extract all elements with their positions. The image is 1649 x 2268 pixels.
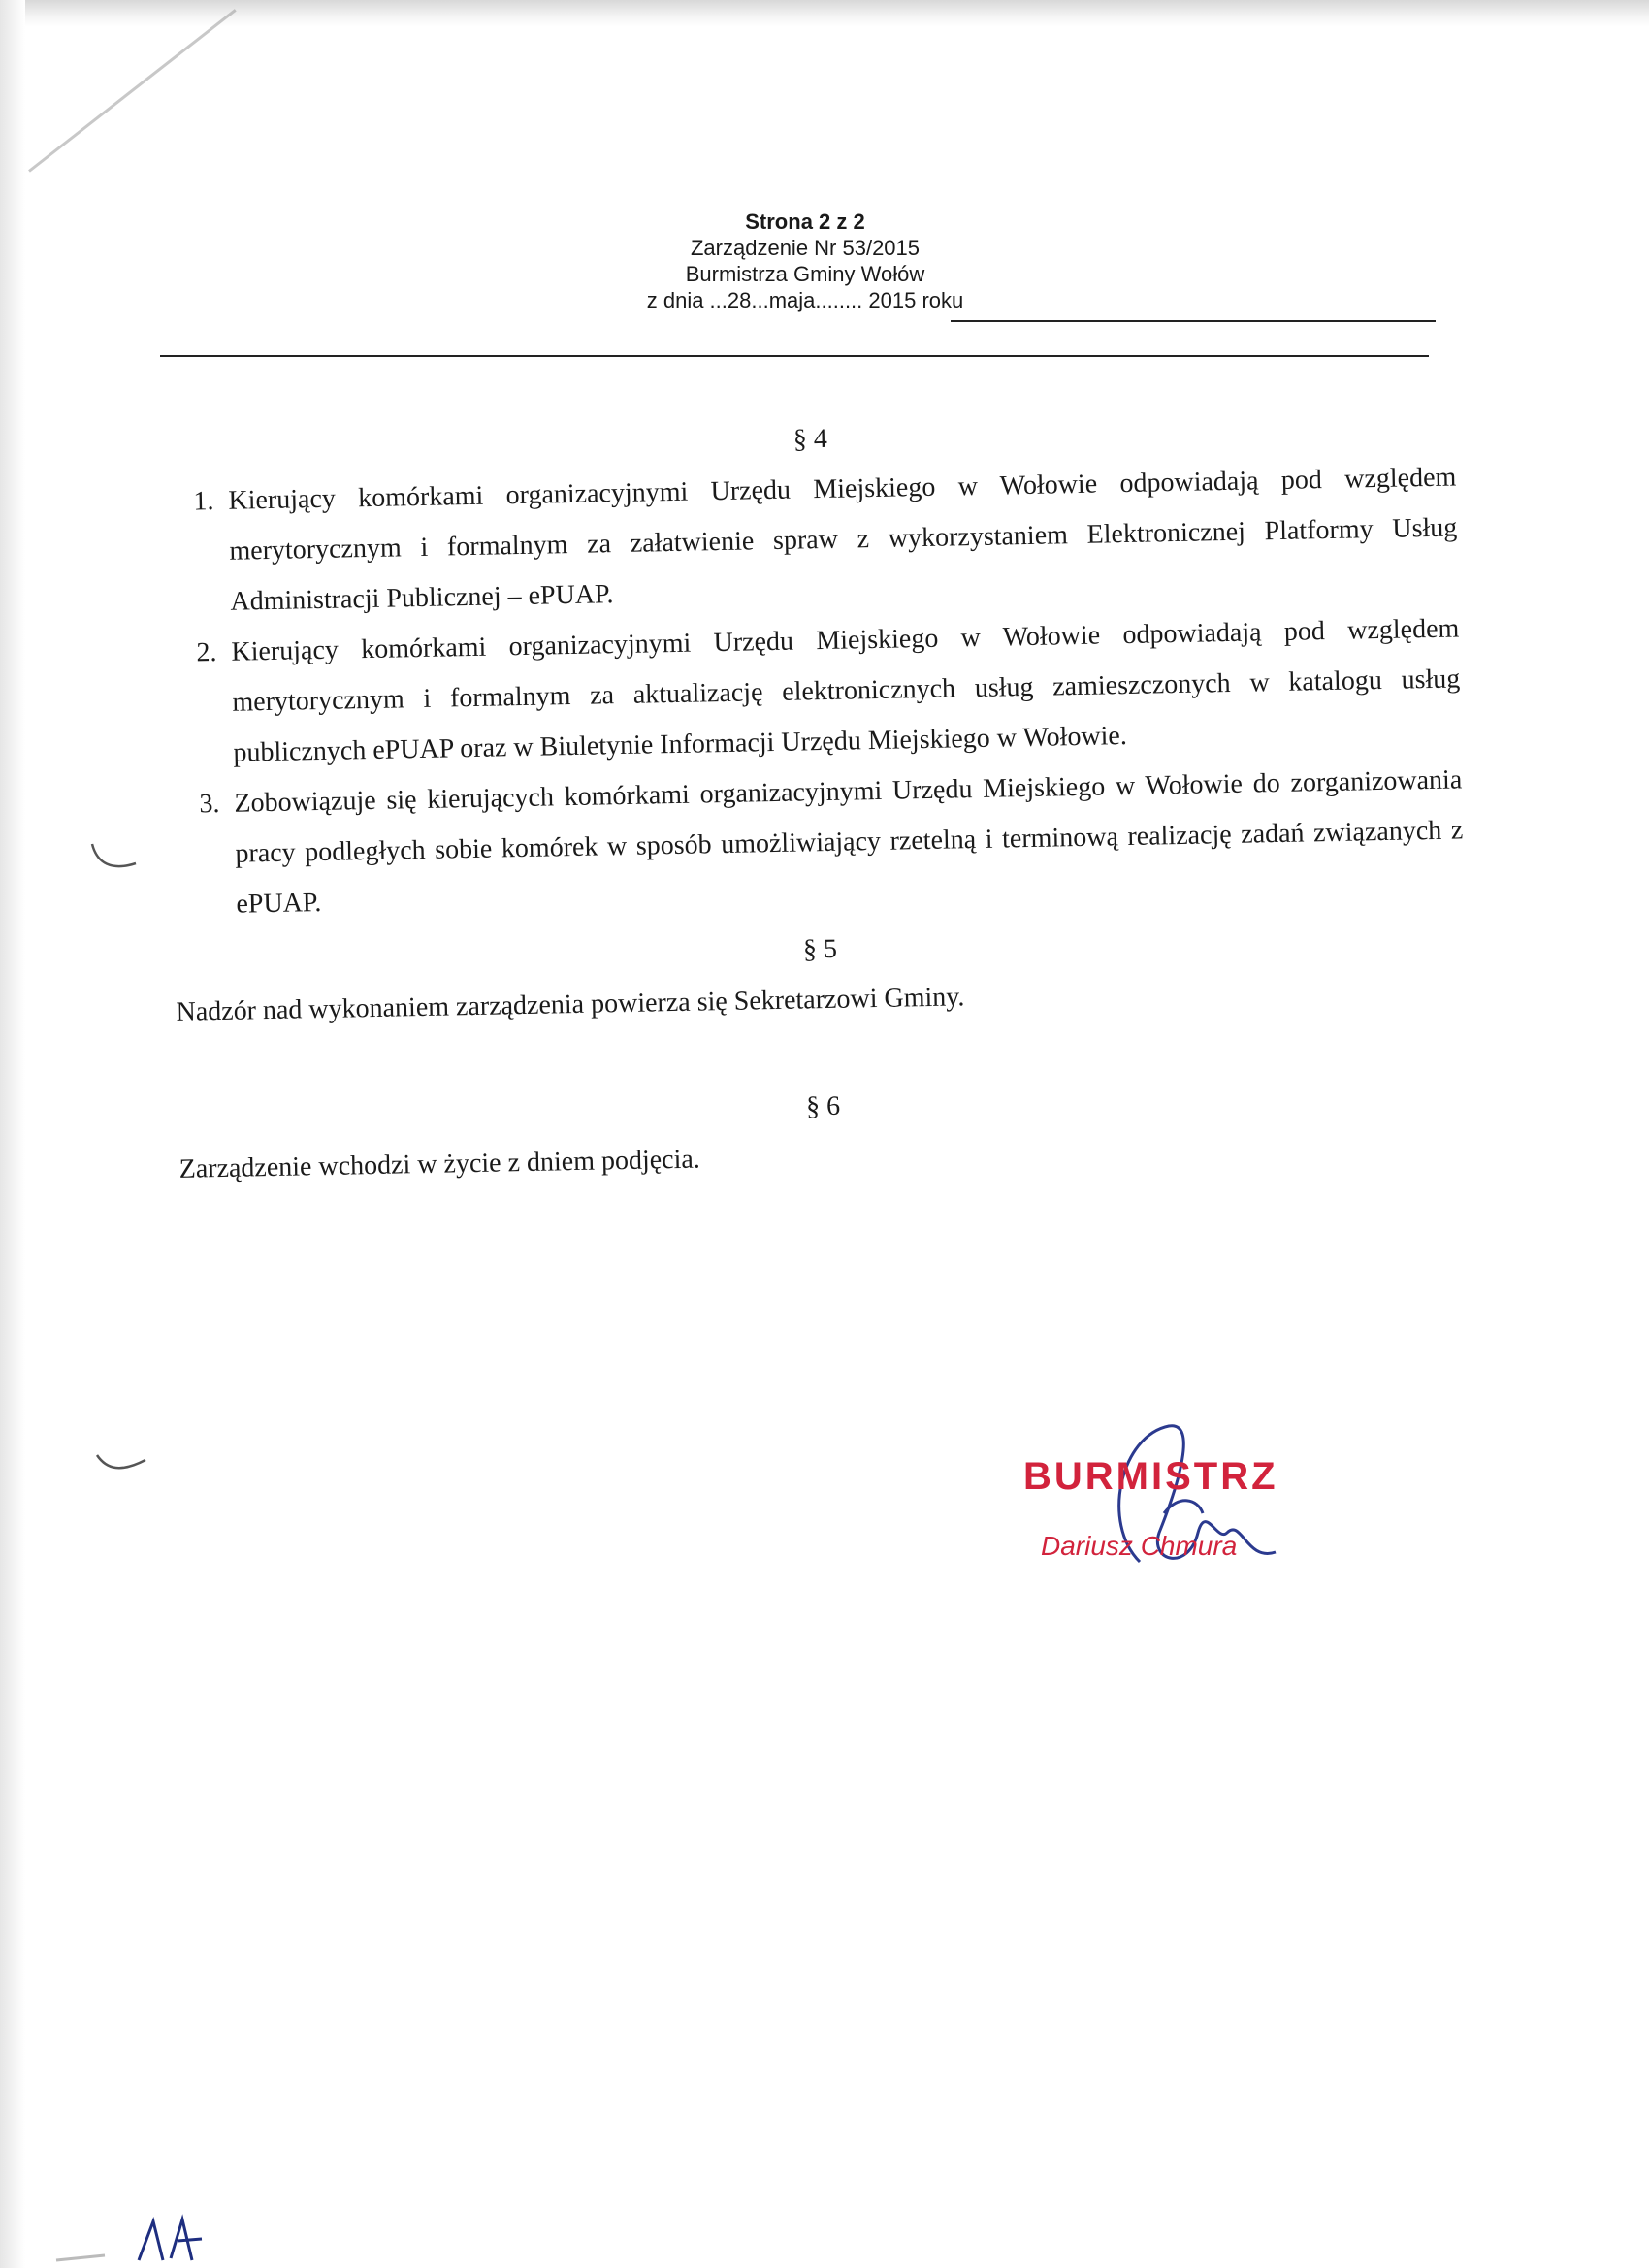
document-issuer: Burmistrza Gminy Wołów: [685, 262, 925, 286]
section-5-heading: § 5: [802, 933, 838, 965]
stamp-name: Dariusz Chmura: [1041, 1531, 1238, 1561]
section-5-text: Nadzór nad wykonaniem zarządzenia powierza się Sekretarzowi Gminy.: [176, 982, 965, 1027]
initials-mark: [47, 2202, 241, 2268]
page-fold-mark: [28, 9, 237, 173]
section-4-item: 3. Zobowiązuje się kierujących komórkami organizacyjnymi Urzędu Miejskiego w Wołowie do zorganizowania pracy podległych sobie komórek w sposób umożliwiający rzetelną i terminową realizację zadań związanych z ePUAP.: [226, 755, 1465, 929]
document-date: z dnia ...28...maja........ 2015 roku: [646, 288, 964, 312]
handwritten-signature: [1082, 1416, 1295, 1601]
margin-check-mark: [87, 834, 146, 883]
section-6-text: Zarządzenie wchodzi w życie z dniem podjęcia.: [178, 1144, 701, 1184]
mayor-stamp: [1023, 1455, 1314, 1581]
scan-top-edge: [0, 0, 1649, 27]
header-rule: [160, 355, 1429, 357]
section-4-heading: § 4: [792, 423, 828, 455]
section-4-item: 1. Kierujący komórkami organizacyjnymi Urzędu Miejskiego w Wołowie odpowiadają pod względem merytorycznym i formalnym za załatwienie spraw z wykorzystaniem Elektronicznej Platformy Usług Administracji Publicznej – ePUAP.: [220, 452, 1459, 627]
margin-check-mark: [92, 1445, 150, 1484]
scan-left-edge: [0, 0, 25, 2268]
document-body: [165, 402, 1470, 1194]
stamp-title: BURMISTRZ: [1023, 1455, 1278, 1498]
document-title: Zarządzenie Nr 53/2015: [690, 236, 921, 260]
header-rule-upper: [951, 320, 1436, 322]
section-6-heading: § 6: [805, 1090, 841, 1122]
page-number: Strona 2 z 2: [745, 210, 865, 234]
section-4-list: [166, 452, 1465, 930]
document-header: [582, 209, 1028, 313]
section-4-item: 2. Kierujący komórkami organizacyjnymi Urzędu Miejskiego w Wołowie odpowiadają pod względem merytorycznym i formalnym za aktualizację elektronicznych usług zamieszczonych w katalogu usług publicznych ePUAP oraz w Biuletynie Informacji Urzędu Miejskiego w Wołowie.: [223, 603, 1462, 778]
